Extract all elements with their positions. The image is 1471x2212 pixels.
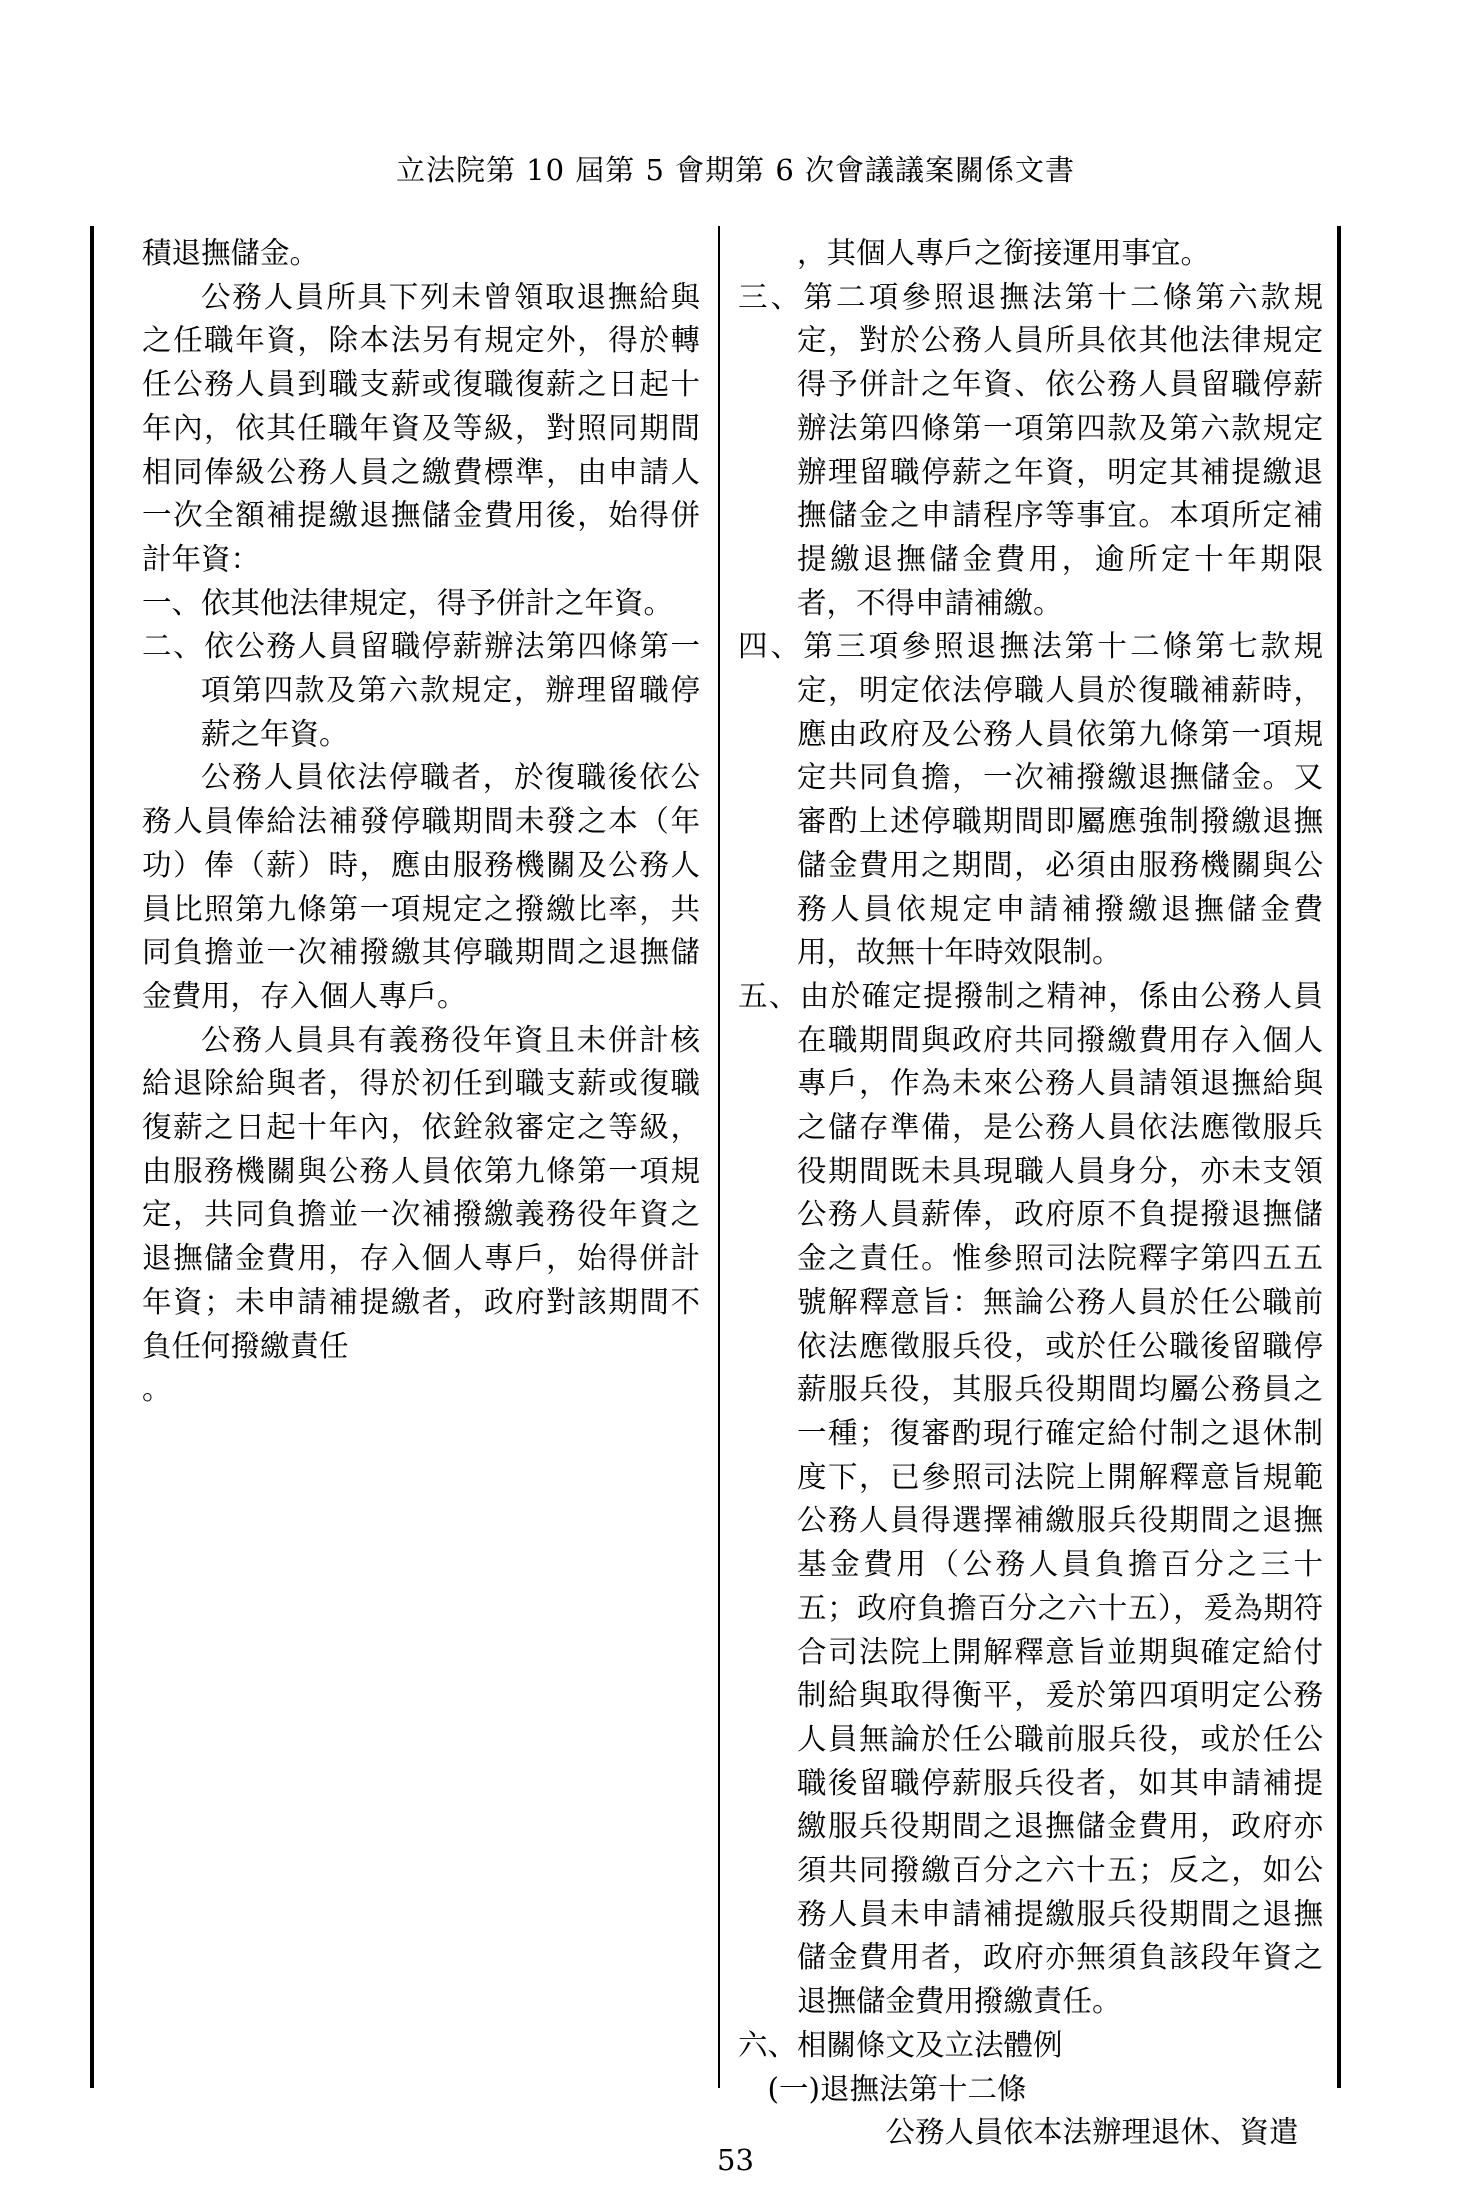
right-item-6-text: 公務人員依本法辦理退休、資遣 [885, 2115, 1299, 2150]
left-paragraph-4-end: 。 [142, 1372, 172, 1407]
left-column [142, 232, 700, 1412]
left-paragraph-2: 公務人員所具下列未曾領取退撫給與之任職年資，除本法另有規定外，得於轉任公務人員到職支薪或復職復薪之日起十年內，依其任職年資及等級，對照同期間相同俸級公務人員之繳費標準，由申請人一次全額補提繳退撫儲金費用後，始得併計年資： [142, 279, 700, 576]
left-paragraph-3: 公務人員依法停職者，於復職後依公務人員俸給法補發停職期間未發之本（年功）俸（薪）時，應由服務機關及公務人員比照第九條第一項規定之撥繳比率，共同負擔並一次補撥繳其停職期間之退撫儲金費用，存入個人專戶。 [142, 760, 700, 1013]
right-item-6: 六、相關條文及立法體例 [738, 2027, 1063, 2062]
right-item-5: 五、由於確定提撥制之精神，係由公務人員在職期間與政府共同撥繳費用存入個人專戶，作為未來公務人員請領退撫給與之儲存準備，是公務人員依法應徵服兵役期間既未具現職人員身分，亦未支領公務人員薪俸，政府原不負提撥退撫儲金之責任。惟參照司法院釋字第四五五號解釋意旨：無論公務人員於任公職前依法應徵服兵役，或於任公職後留職停薪服兵役，其服兵役期間均屬公務員之一種；復審酌現行確定給付制之退休制度下，已參照司法院上開解釋意旨規範公務人員得選擇補繳服兵役期間之退撫基金費用（公務人員負擔百分之三十五；政府負擔百分之六十五），爰為期符合司法院上開解釋意旨並期與確定給付制給與取得衡平，爰於第四項明定公務人員無論於任公職前服兵役，或於任公職後留職停薪服兵役者，如其申請補提繳服兵役期間之退撫儲金費用，政府亦須共同撥繳百分之六十五；反之，如公務人員未申請補提繳服兵役期間之退撫儲金費用者，政府亦無須負該段年資之退撫儲金費用撥繳責任。 [738, 978, 1323, 2019]
page-number: 53 [717, 2143, 754, 2177]
right-item-3: 三、第二項參照退撫法第十二條第六款規定，對於公務人員所具依其他法律規定得予併計之年資、依公務人員留職停薪辦法第四條第一項第四款及第六款規定辦理留職停薪之年資，明定其補提繳退撫儲金之申請程序等事宜。本項所定補提繳退撫儲金費用，逾所定十年期限者，不得申請補繳。 [738, 279, 1323, 620]
right-item-4: 四、第三項參照退撫法第十二條第七款規定，明定依法停職人員於復職補薪時，應由政府及公務人員依第九條第一項規定共同負擔，一次補撥繳退撫儲金。又審酌上述停職期間即屬應強制撥繳退撫儲金費用之期間，必須由服務機關與公務人員依規定申請補撥繳退撫儲金費用，故無十年時效限制。 [738, 629, 1323, 970]
left-rule [90, 226, 94, 2088]
center-rule [718, 226, 720, 2088]
page-header: 立法院第 10 屆第 5 會期第 6 次會議議案關係文書 [395, 153, 1076, 187]
right-continuation: ，其個人專戶之銜接運用事宜。 [797, 236, 1211, 270]
right-item-6-sub: (一)退撫法第十二條 [767, 2071, 1027, 2106]
right-rule [1337, 226, 1341, 2088]
left-paragraph-4: 公務人員具有義務役年資且未併計核給退除給與者，得於初任到職支薪或復職復薪之日起十年內，依銓敘審定之等級，由服務機關與公務人員依第九條第一項規定，共同負擔並一次補撥繳義務役年資之退撫儲金費用，存入個人專戶，始得併計年資；未申請補提繳者，政府對該期間不負任何撥繳責任 [142, 1022, 700, 1363]
left-list-item-2: 二、依公務人員留職停薪辦法第四條第一項第四款及第六款規定，辦理留職停薪之年資。 [142, 629, 700, 751]
left-paragraph-1: 積退撫儲金。 [142, 236, 320, 270]
left-list-item-1: 一、依其他法律規定，得予併計之年資。 [142, 585, 674, 620]
right-column [738, 232, 1323, 2155]
